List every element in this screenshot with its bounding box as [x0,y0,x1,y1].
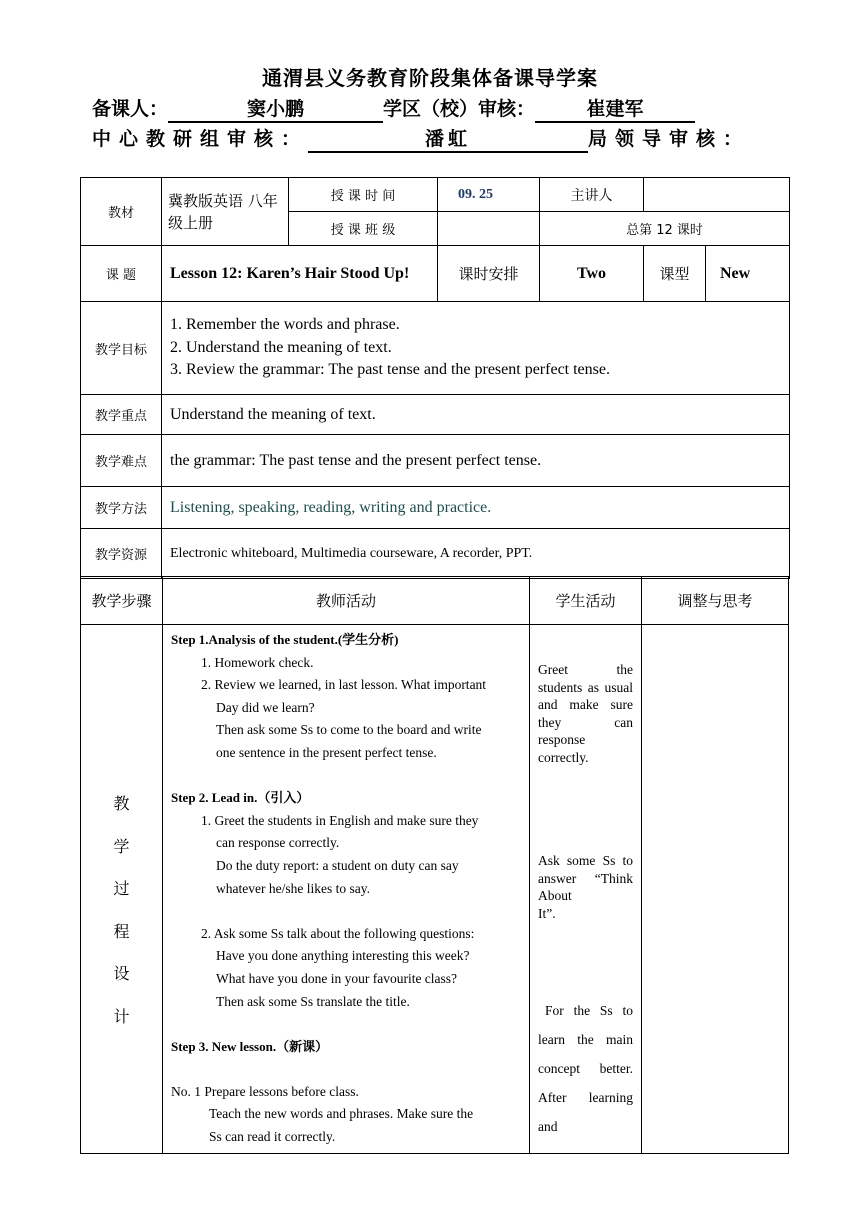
review-line [92,124,750,153]
preparer-line [92,94,695,123]
step1-item: 2. Review we learned, in last lesson. What important [201,677,487,693]
student-line: For the Ss to [545,1003,633,1018]
step1-item: one sentence in the present perfect tense. [216,744,437,760]
process-table [80,576,789,1154]
difficulty-label: 教学难点 [81,435,162,487]
bureau-review-label: 局领导审核： [588,128,751,150]
step3-item: No. 1 Prepare lessons before class. [171,1083,359,1099]
preparer-name: 窦小鹏 [168,94,383,123]
time-value: 09. 25 [438,178,540,212]
side-char: 过 [113,879,130,898]
speaker-value [644,178,790,212]
topic-value: Lesson 12: Karen’s Hair Stood Up! [162,246,438,302]
step1-item: Day did we learn? [216,699,315,715]
step1-item: 1. Homework check. [201,654,314,670]
col-student-header: 学生活动 [530,577,642,625]
class-label: 授 课 班 级 [289,212,438,246]
step2-item: What have you done in your favourite class? [216,970,458,986]
topic-label: 课 题 [81,246,162,302]
step2-item: Do the duty report: a student on duty can say [216,857,459,873]
step2-item: can response correctly. [216,835,340,851]
col-teacher-header: 教师活动 [163,577,530,625]
teacher-activities [163,625,530,1154]
step1-title: Step 1.Analysis of the student.(学生分析) [171,632,399,647]
col-steps-header: 教学步骤 [81,577,163,625]
document-title: 通渭县义务教育阶段集体备课导学案 [262,66,598,90]
preparer-label: 备课人： [92,98,169,120]
schedule-value: Two [540,246,644,302]
step2-item: 1. Greet the students in English and make sure they [201,812,479,828]
method-label: 教学方法 [81,487,162,529]
student-activity: Greet the students as usual and make sure they can response correctly. [538,662,633,765]
step1-item: Then ask some Ss to come to the board and write [216,722,482,738]
resources-value: Electronic whiteboard, Multimedia courseware, A recorder, PPT. [162,529,790,579]
student-line: and [538,1119,558,1134]
student-line: After learning [538,1090,633,1105]
district-reviewer: 崔建军 [535,94,695,123]
objective-item: 2. Understand the meaning of text. [170,338,392,356]
step2-title: Step 2. Lead in.（引入） [171,790,310,806]
key-point-value: Understand the meaning of text. [162,395,790,435]
adjust-notes [642,625,789,1154]
time-label: 授 课 时 间 [289,178,438,212]
student-activity-3 [538,996,633,1141]
textbook-value: 冀教版英语 八年级上册 [162,178,289,246]
total-period: 总第 12 课时 [540,212,790,246]
lesson-info-table [80,177,790,579]
objective-item: 3. Review the grammar: The past tense and the present perfect tense. [170,361,610,379]
speaker-label: 主讲人 [540,178,644,212]
step2-item: Then ask some Ss translate the title. [216,993,410,1009]
center-reviewer: 潘虹 [308,124,588,153]
side-char: 设 [113,964,130,983]
student-line: learn the main [538,1032,633,1047]
step3-item: Teach the new words and phrases. Make sure the [209,1106,474,1122]
objectives-label: 教学目标 [81,302,162,395]
side-char: 学 [113,836,130,856]
resources-label: 教学资源 [81,529,162,579]
side-char: 程 [113,921,130,941]
step2-item: 2. Ask some Ss talk about the following questions: [201,925,475,941]
student-activity: It”. [538,905,556,921]
method-value: Listening, speaking, reading, writing and practice. [162,487,790,529]
student-activity: Ask some Ss to answer “Think About [538,853,633,903]
district-review-label: 学区（校）审核： [383,98,536,120]
step2-item: whatever he/she likes to say. [216,880,370,896]
difficulty-value: the grammar: The past tense and the present perfect tense. [162,435,790,487]
side-char: 教 [113,794,130,813]
student-activities [530,625,642,1154]
key-point-label: 教学重点 [81,395,162,435]
step3-item: Ss can read it correctly. [209,1129,336,1145]
type-value: New [706,246,790,302]
step2-item: Have you done anything interesting this week? [216,948,470,964]
student-line: concept better. [538,1061,633,1076]
objectives-list [162,302,790,395]
process-side-label [81,625,163,1154]
schedule-label: 课时安排 [438,246,540,302]
class-value [438,212,540,246]
side-char: 计 [113,1006,130,1026]
col-adjust-header: 调整与思考 [642,577,789,625]
center-review-label: 中心教研组审核： [92,128,309,150]
type-label: 课型 [644,246,706,302]
textbook-label: 教材 [81,178,162,246]
objective-item: 1. Remember the words and phrase. [170,316,400,334]
step3-title: Step 3. New lesson.（新课） [171,1038,329,1054]
